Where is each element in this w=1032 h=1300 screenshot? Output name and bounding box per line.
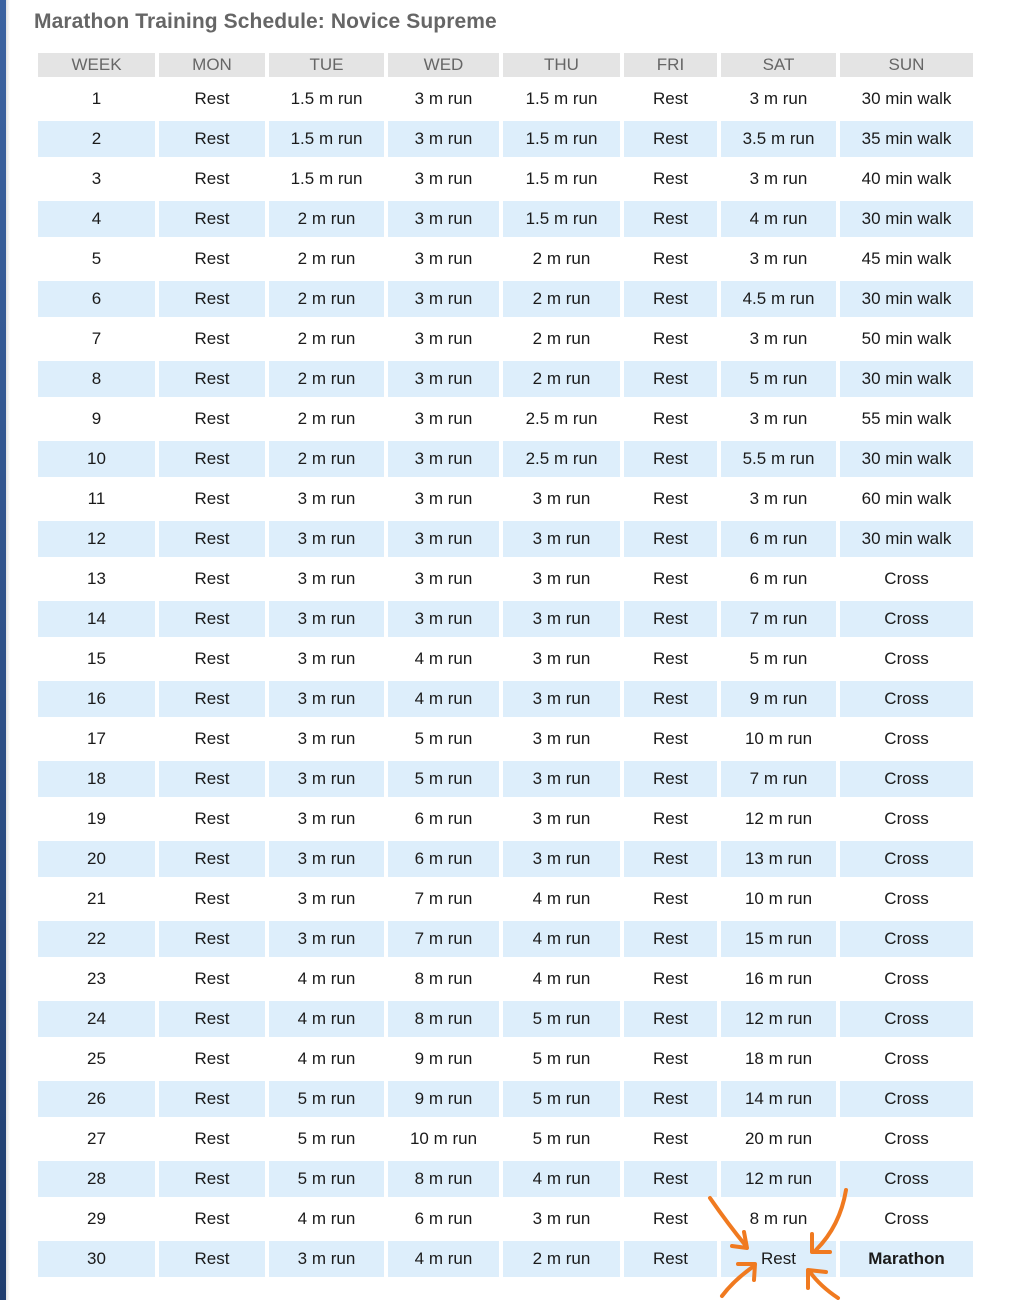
cell-week: 22 [38,921,155,957]
cell-week: 26 [38,1081,155,1117]
cell-tue: 3 m run [269,481,384,517]
cell-sat: 20 m run [721,1121,836,1157]
cell-wed: 4 m run [388,1241,499,1277]
cell-fri: Rest [624,481,717,517]
page-title: Marathon Training Schedule: Novice Supreme [34,10,497,33]
cell-tue: 4 m run [269,1001,384,1037]
table-row [38,881,973,917]
cell-sun: Cross [840,1041,973,1077]
cell-tue: 3 m run [269,521,384,557]
cell-sat: 3.5 m run [721,121,836,157]
cell-wed: 3 m run [388,121,499,157]
cell-tue: 5 m run [269,1161,384,1197]
cell-mon: Rest [159,1241,265,1277]
cell-thu: 3 m run [503,681,620,717]
cell-wed: 6 m run [388,1201,499,1237]
cell-wed: 3 m run [388,521,499,557]
cell-thu: 3 m run [503,1201,620,1237]
cell-wed: 3 m run [388,481,499,517]
cell-mon: Rest [159,801,265,837]
cell-sun: Cross [840,801,973,837]
cell-thu: 5 m run [503,1081,620,1117]
cell-thu: 2 m run [503,361,620,397]
cell-tue: 3 m run [269,921,384,957]
cell-sat: 3 m run [721,401,836,437]
cell-sat: 14 m run [721,1081,836,1117]
cell-week: 29 [38,1201,155,1237]
cell-fri: Rest [624,321,717,357]
cell-mon: Rest [159,441,265,477]
table-row [38,801,973,837]
cell-mon: Rest [159,361,265,397]
cell-tue: 5 m run [269,1081,384,1117]
table-row [38,521,973,557]
cell-fri: Rest [624,681,717,717]
cell-wed: 3 m run [388,161,499,197]
cell-thu: 3 m run [503,481,620,517]
cell-fri: Rest [624,441,717,477]
cell-week: 4 [38,201,155,237]
cell-week: 19 [38,801,155,837]
cell-sat: 3 m run [721,161,836,197]
cell-mon: Rest [159,161,265,197]
cell-thu: 3 m run [503,721,620,757]
cell-fri: Rest [624,721,717,757]
cell-week: 7 [38,321,155,357]
cell-week: 3 [38,161,155,197]
cell-sun: Cross [840,1121,973,1157]
cell-wed: 8 m run [388,961,499,997]
cell-mon: Rest [159,1161,265,1197]
cell-week: 28 [38,1161,155,1197]
cell-week: 30 [38,1241,155,1277]
table-row [38,961,973,997]
cell-mon: Rest [159,561,265,597]
cell-mon: Rest [159,641,265,677]
cell-week: 20 [38,841,155,877]
cell-tue: 4 m run [269,1201,384,1237]
cell-sat: 10 m run [721,881,836,917]
cell-sat: 6 m run [721,521,836,557]
cell-thu: 3 m run [503,561,620,597]
cell-wed: 5 m run [388,761,499,797]
cell-fri: Rest [624,1041,717,1077]
cell-thu: 3 m run [503,641,620,677]
cell-tue: 3 m run [269,601,384,637]
cell-tue: 3 m run [269,721,384,757]
cell-tue: 2 m run [269,321,384,357]
header-sat: SAT [721,53,836,77]
training-schedule-table [34,49,977,1281]
cell-thu: 1.5 m run [503,81,620,117]
cell-fri: Rest [624,161,717,197]
cell-wed: 6 m run [388,841,499,877]
cell-fri: Rest [624,961,717,997]
cell-sat: 3 m run [721,241,836,277]
table-body [38,81,973,1277]
cell-week: 1 [38,81,155,117]
cell-thu: 4 m run [503,921,620,957]
cell-wed: 10 m run [388,1121,499,1157]
cell-week: 27 [38,1121,155,1157]
table-row [38,561,973,597]
cell-sun: Cross [840,601,973,637]
cell-sat: 10 m run [721,721,836,757]
cell-thu: 3 m run [503,841,620,877]
cell-tue: 2 m run [269,441,384,477]
cell-sun: 45 min walk [840,241,973,277]
cell-thu: 3 m run [503,801,620,837]
cell-week: 21 [38,881,155,917]
cell-sun: Cross [840,721,973,757]
cell-thu: 3 m run [503,601,620,637]
cell-sun: 40 min walk [840,161,973,197]
cell-sun: Cross [840,1201,973,1237]
cell-wed: 9 m run [388,1041,499,1077]
cell-thu: 2.5 m run [503,401,620,437]
cell-wed: 6 m run [388,801,499,837]
cell-tue: 2 m run [269,241,384,277]
cell-week: 25 [38,1041,155,1077]
cell-sun: Cross [840,1001,973,1037]
cell-sat: Rest [721,1241,836,1277]
cell-wed: 7 m run [388,881,499,917]
cell-sun: Cross [840,841,973,877]
cell-wed: 3 m run [388,601,499,637]
cell-sat: 4.5 m run [721,281,836,317]
cell-wed: 7 m run [388,921,499,957]
cell-sun: 60 min walk [840,481,973,517]
cell-tue: 5 m run [269,1121,384,1157]
table-row [38,1121,973,1157]
cell-sun: 55 min walk [840,401,973,437]
cell-wed: 3 m run [388,401,499,437]
cell-fri: Rest [624,921,717,957]
cell-sat: 9 m run [721,681,836,717]
cell-sat: 7 m run [721,761,836,797]
table-row [38,601,973,637]
cell-sat: 4 m run [721,201,836,237]
cell-mon: Rest [159,281,265,317]
cell-sat: 12 m run [721,1161,836,1197]
cell-tue: 1.5 m run [269,161,384,197]
header-mon: MON [159,53,265,77]
cell-sun: Cross [840,681,973,717]
cell-tue: 3 m run [269,561,384,597]
cell-sun: Cross [840,881,973,917]
cell-fri: Rest [624,1001,717,1037]
header-wed: WED [388,53,499,77]
table-row [38,361,973,397]
header-thu: THU [503,53,620,77]
table-row [38,81,973,117]
cell-tue: 2 m run [269,361,384,397]
cell-sat: 3 m run [721,81,836,117]
cell-week: 16 [38,681,155,717]
cell-fri: Rest [624,761,717,797]
cell-week: 5 [38,241,155,277]
cell-mon: Rest [159,881,265,917]
cell-fri: Rest [624,1241,717,1277]
cell-fri: Rest [624,241,717,277]
window-left-edge-shadow [6,0,10,1300]
cell-wed: 3 m run [388,81,499,117]
cell-tue: 1.5 m run [269,81,384,117]
cell-week: 14 [38,601,155,637]
table-row [38,681,973,717]
cell-mon: Rest [159,321,265,357]
cell-sun: Cross [840,1081,973,1117]
cell-sun: Cross [840,921,973,957]
cell-sat: 5 m run [721,641,836,677]
cell-thu: 2 m run [503,321,620,357]
cell-fri: Rest [624,281,717,317]
cell-sat: 5 m run [721,361,836,397]
cell-mon: Rest [159,921,265,957]
table-row [38,841,973,877]
cell-sun: 30 min walk [840,81,973,117]
cell-mon: Rest [159,761,265,797]
cell-thu: 3 m run [503,521,620,557]
cell-sat: 18 m run [721,1041,836,1077]
cell-wed: 3 m run [388,281,499,317]
cell-tue: 3 m run [269,641,384,677]
cell-fri: Rest [624,1161,717,1197]
table-row [38,1001,973,1037]
table-row [38,441,973,477]
cell-mon: Rest [159,681,265,717]
cell-mon: Rest [159,1121,265,1157]
cell-sat: 15 m run [721,921,836,957]
cell-thu: 2 m run [503,281,620,317]
table-row [38,481,973,517]
cell-week: 11 [38,481,155,517]
cell-sun: 30 min walk [840,521,973,557]
cell-fri: Rest [624,881,717,917]
table-row [38,401,973,437]
cell-thu: 4 m run [503,1161,620,1197]
cell-fri: Rest [624,801,717,837]
cell-fri: Rest [624,201,717,237]
cell-thu: 4 m run [503,961,620,997]
table-row [38,281,973,317]
table-row [38,241,973,277]
cell-mon: Rest [159,481,265,517]
table-row [38,321,973,357]
table-row [38,1161,973,1197]
cell-sat: 8 m run [721,1201,836,1237]
cell-sat: 16 m run [721,961,836,997]
cell-wed: 3 m run [388,441,499,477]
cell-tue: 4 m run [269,961,384,997]
table-row [38,161,973,197]
cell-week: 23 [38,961,155,997]
cell-week: 8 [38,361,155,397]
cell-wed: 3 m run [388,201,499,237]
cell-sat: 12 m run [721,1001,836,1037]
cell-tue: 2 m run [269,201,384,237]
cell-tue: 2 m run [269,401,384,437]
cell-fri: Rest [624,521,717,557]
cell-fri: Rest [624,1121,717,1157]
cell-mon: Rest [159,841,265,877]
cell-wed: 3 m run [388,561,499,597]
cell-tue: 1.5 m run [269,121,384,157]
table-row [38,1081,973,1117]
cell-fri: Rest [624,841,717,877]
cell-thu: 2 m run [503,1241,620,1277]
cell-fri: Rest [624,561,717,597]
cell-thu: 1.5 m run [503,161,620,197]
cell-week: 24 [38,1001,155,1037]
cell-sat: 7 m run [721,601,836,637]
table-row [38,121,973,157]
table-row [38,641,973,677]
cell-mon: Rest [159,121,265,157]
cell-wed: 5 m run [388,721,499,757]
cell-sat: 3 m run [721,481,836,517]
cell-wed: 4 m run [388,681,499,717]
cell-sun: Cross [840,961,973,997]
cell-tue: 4 m run [269,1041,384,1077]
cell-fri: Rest [624,601,717,637]
table-row [38,1201,973,1237]
cell-thu: 2.5 m run [503,441,620,477]
cell-wed: 3 m run [388,321,499,357]
cell-tue: 3 m run [269,881,384,917]
cell-fri: Rest [624,81,717,117]
cell-fri: Rest [624,121,717,157]
cell-mon: Rest [159,1001,265,1037]
table-row [38,761,973,797]
cell-week: 6 [38,281,155,317]
cell-week: 9 [38,401,155,437]
header-sun: SUN [840,53,973,77]
table-row [38,1241,973,1277]
cell-week: 12 [38,521,155,557]
table-row [38,721,973,757]
header-fri: FRI [624,53,717,77]
cell-mon: Rest [159,721,265,757]
cell-fri: Rest [624,401,717,437]
cell-mon: Rest [159,81,265,117]
table-row [38,921,973,957]
cell-week: 17 [38,721,155,757]
cell-mon: Rest [159,521,265,557]
cell-wed: 9 m run [388,1081,499,1117]
cell-tue: 3 m run [269,761,384,797]
cell-wed: 4 m run [388,641,499,677]
cell-sat: 13 m run [721,841,836,877]
cell-week: 10 [38,441,155,477]
cell-wed: 8 m run [388,1161,499,1197]
cell-wed: 3 m run [388,241,499,277]
cell-sun: Cross [840,641,973,677]
table-header-row [38,53,973,77]
cell-fri: Rest [624,1081,717,1117]
cell-wed: 3 m run [388,361,499,397]
cell-sat: 5.5 m run [721,441,836,477]
cell-thu: 5 m run [503,1121,620,1157]
cell-tue: 3 m run [269,1241,384,1277]
cell-sun: 30 min walk [840,201,973,237]
cell-sun: Marathon [840,1241,973,1277]
cell-thu: 5 m run [503,1041,620,1077]
cell-sat: 3 m run [721,321,836,357]
cell-sat: 12 m run [721,801,836,837]
cell-sun: 30 min walk [840,281,973,317]
header-week: WEEK [38,53,155,77]
cell-mon: Rest [159,401,265,437]
cell-week: 2 [38,121,155,157]
cell-mon: Rest [159,201,265,237]
cell-mon: Rest [159,1081,265,1117]
cell-fri: Rest [624,1201,717,1237]
cell-fri: Rest [624,361,717,397]
cell-sun: Cross [840,561,973,597]
table-row [38,1041,973,1077]
cell-tue: 3 m run [269,801,384,837]
cell-thu: 3 m run [503,761,620,797]
cell-sat: 6 m run [721,561,836,597]
cell-sun: Cross [840,761,973,797]
cell-tue: 2 m run [269,281,384,317]
cell-tue: 3 m run [269,681,384,717]
cell-mon: Rest [159,601,265,637]
cell-tue: 3 m run [269,841,384,877]
cell-thu: 4 m run [503,881,620,917]
cell-sun: Cross [840,1161,973,1197]
cell-sun: 30 min walk [840,441,973,477]
table-row [38,201,973,237]
cell-thu: 1.5 m run [503,201,620,237]
header-tue: TUE [269,53,384,77]
cell-sun: 50 min walk [840,321,973,357]
cell-week: 18 [38,761,155,797]
cell-mon: Rest [159,961,265,997]
cell-week: 13 [38,561,155,597]
cell-thu: 1.5 m run [503,121,620,157]
cell-mon: Rest [159,1041,265,1077]
cell-week: 15 [38,641,155,677]
cell-thu: 2 m run [503,241,620,277]
cell-wed: 8 m run [388,1001,499,1037]
cell-mon: Rest [159,241,265,277]
cell-sun: 35 min walk [840,121,973,157]
cell-thu: 5 m run [503,1001,620,1037]
cell-sun: 30 min walk [840,361,973,397]
cell-fri: Rest [624,641,717,677]
cell-mon: Rest [159,1201,265,1237]
